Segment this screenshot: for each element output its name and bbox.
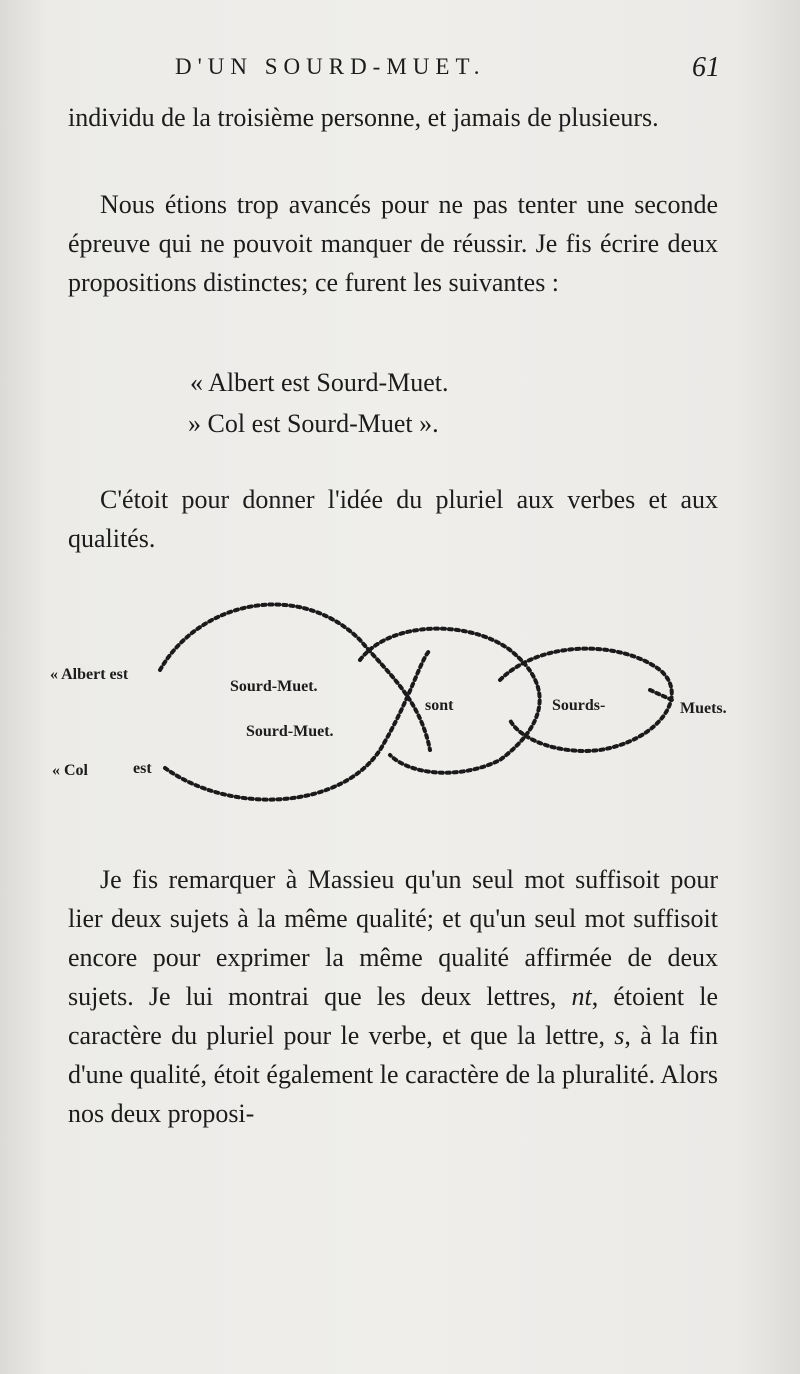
plural-link-diagram xyxy=(0,580,800,830)
paragraph-segment: Je fis remarquer à Massieu qu'un seul mot suffisoit pour lier deux sujets à la même qualité; et qu'un seul mot suffisoit encore pour exprimer la même qualité affirmée de deux sujets. Je lui montrai que les deux lettres, xyxy=(68,865,718,1011)
diagram-label-est: est xyxy=(133,760,152,777)
paragraph-text: Nous étions trop avancés pour ne pas tenter une seconde épreuve qui ne pouvoit manquer de réussir. Je fis écrire deux propositions distinctes; ce furent les suivantes : xyxy=(68,190,718,297)
quoted-proposition-col: » Col est Sourd-Muet ». xyxy=(188,409,439,438)
diagram-label-sourd-muet-1: Sourd-Muet. xyxy=(230,678,318,695)
paragraph-text xyxy=(68,860,718,1133)
page-number: 61 xyxy=(692,52,720,83)
diagram-label-sont: sont xyxy=(425,697,454,714)
diagram-label-sourd-muet-2: Sourd-Muet. xyxy=(246,723,334,740)
paragraph-massieu xyxy=(68,860,718,1133)
paragraph-second-test xyxy=(68,185,718,302)
diagram-label-albert-est: « Albert est xyxy=(50,666,129,683)
paragraph-plural-idea xyxy=(68,480,718,558)
dotted-link-muets xyxy=(650,690,672,700)
paragraph-text: individu de la troisième personne, et jamais de plusieurs. xyxy=(68,103,659,132)
diagram-label-muets: Muets. xyxy=(680,700,727,717)
paragraph-segment: , étoient le caractère du pluriel pour le verbe, et que la lettre, xyxy=(68,982,719,1050)
page-header xyxy=(70,48,720,88)
diagram-label-sourds: Sourds- xyxy=(552,697,606,714)
paragraph-text: C'étoit pour donner l'idée du pluriel aux verbes et aux qualités. xyxy=(68,485,718,553)
diagram-label-col: « Col xyxy=(52,762,88,779)
paragraph-continuation xyxy=(68,98,718,137)
paragraph-segment: , à la fin d'une qualité, étoit également le caractère de la pluralité. Alors nos deux proposi- xyxy=(68,1021,718,1128)
italic-letter-s: s xyxy=(614,1021,625,1050)
running-head: D'UN SOURD-MUET. xyxy=(175,54,486,79)
quoted-proposition-albert: « Albert est Sourd-Muet. xyxy=(190,368,449,397)
italic-letters-nt: nt xyxy=(571,982,592,1011)
